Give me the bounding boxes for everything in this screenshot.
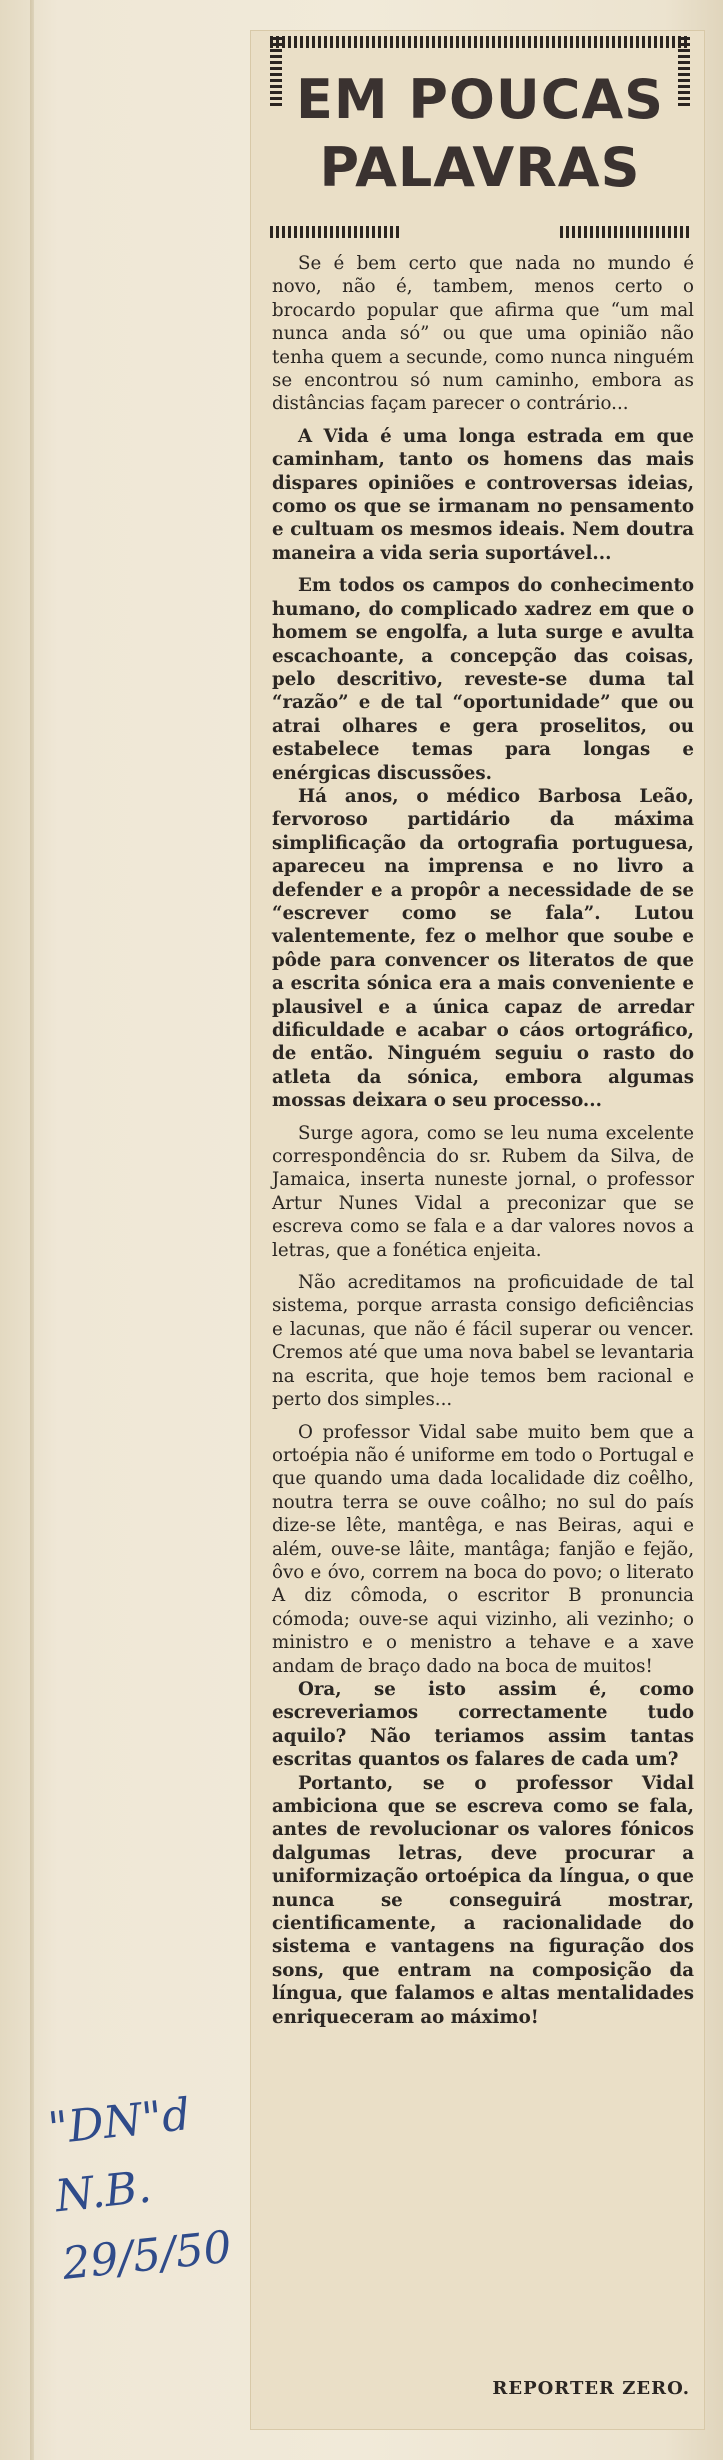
paragraph-8: Ora, se isto assim é, como escreveriamos correctamente tudo aquilo? Não teriamos assim tantas escritas quantos os falares de cada um? — [272, 1678, 694, 1771]
headline — [270, 66, 690, 202]
paragraph-4: Há anos, o médico Barbosa Leão, fervoroso partidário da máxima simplificação da ortografia portuguesa, apareceu na imprensa e no livro a defender e a propôr a necessidade de se “escrever como se fala”. Lutou valentemente, fez o melhor que soube e pôde para convencer os literatos de que a escrita sónica era a mais conveniente e plausivel e a única capaz de arredar dificuldade e acabar o cáos ortográfico, de então. Ninguém seguiu o rasto do atleta da sónica, embora algumas mossas deixara o seu processo... — [272, 785, 694, 1112]
hatch-border-bottom-left — [270, 226, 400, 238]
paragraph-9: Portanto, se o professor Vidal ambiciona que se escreva como se fala, antes de revolucionar os valores fónicos dalgumas letras, deve procurar a uniformização ortoépica da língua, o que nunca se conseguirá mostrar, cientificamente, a racionalidade do sistema e vantagens na figuração dos sons, que entram na composição da língua, que falamos e altas mentalidades enriqueceram ao máximo! — [272, 1772, 694, 2028]
paragraph-6: Não acreditamos na proficuidade de tal sistema, porque arrasta consigo deficiências e lacunas, que não é fácil superar ou vencer. Cremos até que uma nova babel se levantaria na escrita, que hoje temos bem racional e perto dos simples... — [272, 1272, 694, 1411]
paragraph-5: Surge agora, como se leu numa excelente correspondência do sr. Rubem da Silva, de Jamaica, inserta nuneste jornal, o professor Artur Nunes Vidal a preconizar que se escreva como se fala e a dar valores novos a letras, que a fonética enjeita. — [272, 1122, 694, 1261]
headline-line-2: PALAVRAS — [319, 136, 641, 199]
annotation-line-1: "DN"d — [45, 2089, 193, 2155]
article-body — [272, 252, 694, 2029]
annotation-line-2: N.B. — [52, 2161, 154, 2223]
headline-box — [270, 36, 690, 236]
paragraph-2: A Vida é uma longa estrada em que caminham, tanto os homens das mais dispares opiniões e controversas ideias, como os que se irmanam no pensamento e cultuam os mesmos ideais. Nem doutra maneira a vida seria suportável... — [272, 425, 694, 564]
hatch-border-bottom-right — [560, 226, 690, 238]
page-edge-line — [30, 0, 34, 2460]
paragraph-1: Se é bem certo que nada no mundo é novo, não é, tambem, menos certo o brocardo popular que afirma que “um mal nunca anda só” ou que uma opinião não tenha quem a secunde, como nunca ninguém se encontrou só num caminho, embora as distâncias façam parecer o contrário... — [272, 253, 694, 415]
headline-line-1: EM POUCAS — [295, 68, 665, 131]
signature: REPORTER ZERO. — [492, 2378, 690, 2399]
annotation-line-3: 29/5/50 — [59, 2221, 234, 2290]
paragraph-7: O professor Vidal sabe muito bem que a ortoépia não é uniforme em todo o Portugal e que quando uma dada localidade diz coêlho, noutra terra se ouve coâlho; no sul do país dize-se lête, mantêga, e nas Beiras, aqui e além, ouve-se lâite, mantâga; fanjão e fejão, ôvo e óvo, correm na boca do povo; o literato A diz cômoda, o escritor B pronuncia cómoda; ouve-se aqui vizinho, ali vezinho; o ministro e o menistro a tehave e a xave andam de braço dado na boca de muitos! — [272, 1421, 694, 1677]
hatch-border-top — [270, 36, 690, 48]
paragraph-3: Em todos os campos do conhecimento humano, do complicado xadrez em que o homem se engolfa, a luta surge e avulta escachoante, a concepção das coisas, pelo descritivo, reveste-se duma tal “razão” e de tal “oportunidade” que ou atrai olhares e gera proselitos, ou estabelece temas para longas e enérgicas discussões. — [272, 575, 694, 784]
handwritten-annotation — [45, 2075, 265, 2299]
